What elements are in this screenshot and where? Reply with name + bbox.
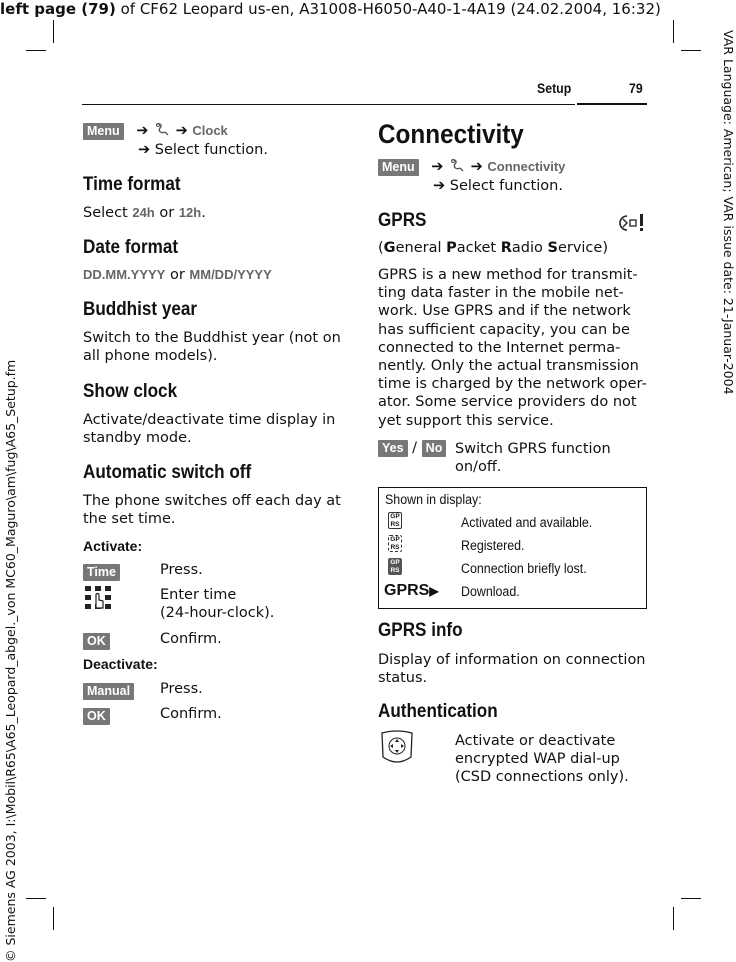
crop-mark xyxy=(53,907,54,930)
show-clock-title: Show clock xyxy=(83,381,178,402)
gprs-lost-icon: GP RS xyxy=(388,558,402,575)
step-text: Press. xyxy=(160,681,203,697)
display-box-heading: Shown in display: xyxy=(385,492,482,507)
activate-label: Activate: xyxy=(83,538,143,554)
crop-mark xyxy=(681,898,701,899)
step-row xyxy=(83,705,110,725)
crop-mark xyxy=(26,898,46,899)
buddhist-title: Buddhist year xyxy=(83,299,198,320)
show-clock-text: Activate/deactivate time display in standby mode. xyxy=(83,412,336,447)
header-rule-thick xyxy=(577,103,647,105)
clock-select: ➔ Select function. xyxy=(138,142,268,158)
menu-key: Menu xyxy=(83,123,124,140)
date-format-title: Date format xyxy=(83,237,179,258)
step-text: Confirm. xyxy=(160,706,222,722)
connectivity-target: Connectivity xyxy=(487,159,566,174)
setup-icon xyxy=(153,122,171,138)
date-format-text: DD.MM.YYYY or MM/DD/YYYY xyxy=(83,267,272,283)
authentication-text: Activate or deactivate encrypted WAP dial-up (CSD connections only). xyxy=(455,733,629,786)
crop-mark xyxy=(681,50,701,51)
connectivity-title: Connectivity xyxy=(378,119,524,149)
crop-mark xyxy=(673,20,674,43)
ok-key: OK xyxy=(83,633,110,650)
step-row xyxy=(83,561,120,581)
gprs-body: GPRS is a new method for transmit- ting data faster in the mobile net- work. Use GPRS and if the network has sufficient capacity, you can be connected to the Internet perma- nently. Only the actual transmission time is charged by the network oper- ator. Some service providers do not yet support this service. xyxy=(378,267,647,429)
connectivity-nav: Menu ➔ ➔ Connectivity xyxy=(378,158,565,176)
step-text: Confirm. xyxy=(160,631,222,647)
yes-no-keys: Yes / No xyxy=(378,440,446,457)
gprs-feature-icon xyxy=(618,212,646,234)
page-section: Setup xyxy=(537,80,572,96)
gprs-active-icon: GP RS xyxy=(388,512,402,529)
print-header xyxy=(0,0,661,18)
time-format-text: Select 24h or 12h. xyxy=(83,205,206,221)
time-key: Time xyxy=(83,564,120,581)
display-row: Activated and available. xyxy=(461,515,593,530)
yes-key: Yes xyxy=(378,440,408,457)
crop-mark xyxy=(26,50,46,51)
keypad-icon xyxy=(83,584,115,612)
clock-nav: Menu ➔ ➔ Clock xyxy=(83,122,228,140)
clock-target: Clock xyxy=(192,123,228,138)
gprs-title: GPRS xyxy=(378,210,427,231)
time-format-title: Time format xyxy=(83,174,181,195)
no-key: No xyxy=(422,440,447,457)
step-row xyxy=(83,680,134,700)
gprs-expansion: (General Packet Radio Service) xyxy=(378,240,608,256)
manual-key: Manual xyxy=(83,683,134,700)
gprs-info-title: GPRS info xyxy=(378,620,463,641)
step-text: Enter time (24-hour-clock). xyxy=(160,587,275,622)
setup-icon xyxy=(448,158,466,174)
side-text-right: VAR Language: American; VAR issue date: 21-Januar-2004 xyxy=(721,30,736,395)
connectivity-select: ➔ Select function. xyxy=(433,178,563,194)
step-text: Press. xyxy=(160,562,203,578)
page-number: 79 xyxy=(629,80,643,96)
step-row xyxy=(83,630,110,650)
crop-mark xyxy=(53,20,54,43)
auto-off-title: Automatic switch off xyxy=(83,462,252,483)
display-row: Connection briefly lost. xyxy=(461,561,587,576)
ok-key: OK xyxy=(83,708,110,725)
display-row: Registered. xyxy=(461,538,525,553)
gprs-registered-icon: GP RS xyxy=(388,535,402,552)
buddhist-text: Switch to the Buddhist year (not on all phone models). xyxy=(83,330,341,365)
header-rule xyxy=(82,104,575,105)
authentication-title: Authentication xyxy=(378,701,498,722)
yes-no-text: Switch GPRS function on/off. xyxy=(455,441,611,476)
side-text-left: © Siemens AG 2003, I:\Mobil\R65\A65_Leopard_abgel._von MC60_Maguro\am\fug\A65_Setup.fm xyxy=(3,359,18,962)
display-row: Download. xyxy=(461,584,520,599)
deactivate-label: Deactivate: xyxy=(83,656,158,672)
print-header-rest: of CF62 Leopard us-en, A31008-H6050-A40-1-4A19 (24.02.2004, 16:32) xyxy=(120,0,661,18)
crop-mark xyxy=(673,907,674,930)
gprs-download-icon: GPRS▶ xyxy=(384,582,439,599)
auto-off-text: The phone switches off each day at the set time. xyxy=(83,493,341,528)
menu-key: Menu xyxy=(378,159,419,176)
print-header-bold: left page (79) xyxy=(0,0,116,18)
gprs-info-text: Display of information on connection status. xyxy=(378,652,646,687)
control-key-icon xyxy=(378,729,416,767)
